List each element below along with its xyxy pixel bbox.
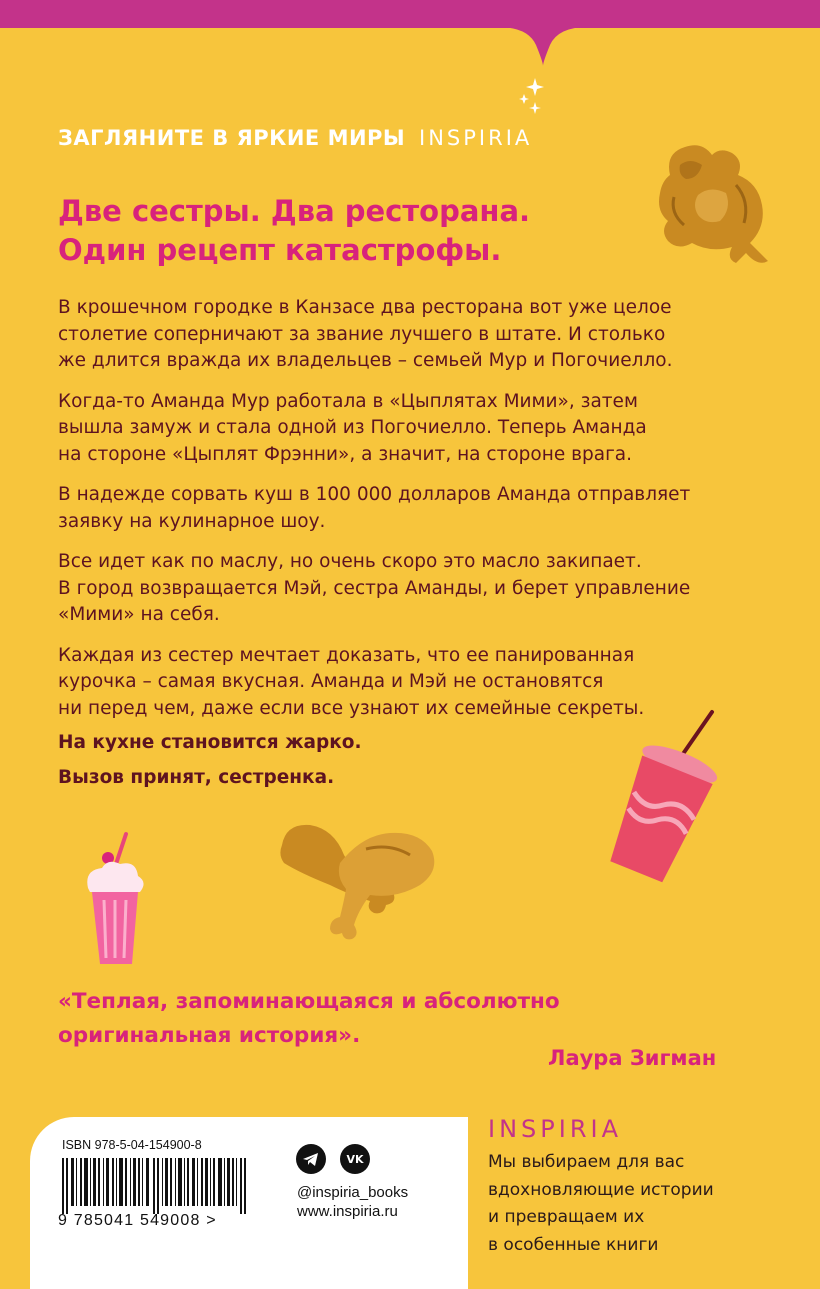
isbn-label: ISBN 978-5-04-154900-8 xyxy=(62,1138,202,1152)
publisher-tagline xyxy=(488,1149,788,1259)
publisher-logo: INSPIRIA xyxy=(488,1115,622,1143)
headline-line-1: Две сестры. Два ресторана. xyxy=(58,194,531,228)
tagline-line: вдохновляющие истории xyxy=(488,1179,714,1200)
series-brand: INSPIRIA xyxy=(419,126,533,150)
tagline-line: и превращаем их xyxy=(488,1207,645,1227)
series-banner xyxy=(58,126,532,150)
review-author: Лаура Зигман xyxy=(548,1046,717,1070)
roast-chicken-illustration xyxy=(640,135,775,270)
vk-icon[interactable]: VK xyxy=(340,1144,370,1174)
tagline-line: в особенные книги xyxy=(488,1234,659,1255)
barcode-digits: 9 785041 549008 > xyxy=(58,1212,217,1229)
milkshake-illustration xyxy=(82,830,152,970)
series-text: ЗАГЛЯНИТЕ В ЯРКИЕ МИРЫ xyxy=(58,126,406,150)
top-color-band xyxy=(0,0,820,28)
headline-line-2: Один рецепт катастрофы. xyxy=(58,233,502,267)
telegram-icon[interactable] xyxy=(296,1144,326,1174)
bold-line-kitchen: На кухне становится жарко. xyxy=(58,732,362,753)
paragraph: В надежде сорвать куш в 100 000 долларов Аманда отправляет заявку на кулинарное шоу. xyxy=(58,484,691,532)
paragraph: Каждая из сестер мечтает доказать, что ее панированная курочка – самая вкусная. Аманда и Мэй не остановятся ни перед чем, даже если все узнают их семейные секреты. xyxy=(58,644,645,719)
social-handle[interactable]: @inspiria_books xyxy=(297,1184,409,1201)
tagline-line: Мы выбираем для вас xyxy=(488,1152,685,1172)
bold-line-challenge: Вызов принят, сестренка. xyxy=(58,766,335,788)
soda-cup-illustration xyxy=(596,708,721,893)
review-quote: «Теплая, запоминающаяся и абсолютно оригинальная история». xyxy=(58,989,560,1048)
band-notch-shape xyxy=(498,0,588,70)
headline xyxy=(58,192,618,270)
paragraph: Все идет как по маслу, но очень скоро это масло закипает. В город возвращается Мэй, сестра Аманды, и берет управление «Мими» на себя. xyxy=(58,551,691,625)
paragraph: В крошечном городке в Канзасе два ресторана вот уже целое столетие соперничают за звание лучшего в штате. И столько же длится вражда их владельцев – семьей Мур и Погочиелло. xyxy=(58,297,673,371)
paragraph: Когда-то Аманда Мур работала в «Цыплятах Мими», затем вышла замуж и стала одной из Погочиелло. Теперь Аманда на стороне «Цыплят Фрэнни», а значит, на стороне врага. xyxy=(58,390,647,465)
barcode-image xyxy=(62,1158,272,1214)
chicken-legs-illustration xyxy=(270,815,445,945)
website-url[interactable]: www.inspiria.ru xyxy=(297,1203,398,1220)
sparkles-icon xyxy=(517,76,547,120)
